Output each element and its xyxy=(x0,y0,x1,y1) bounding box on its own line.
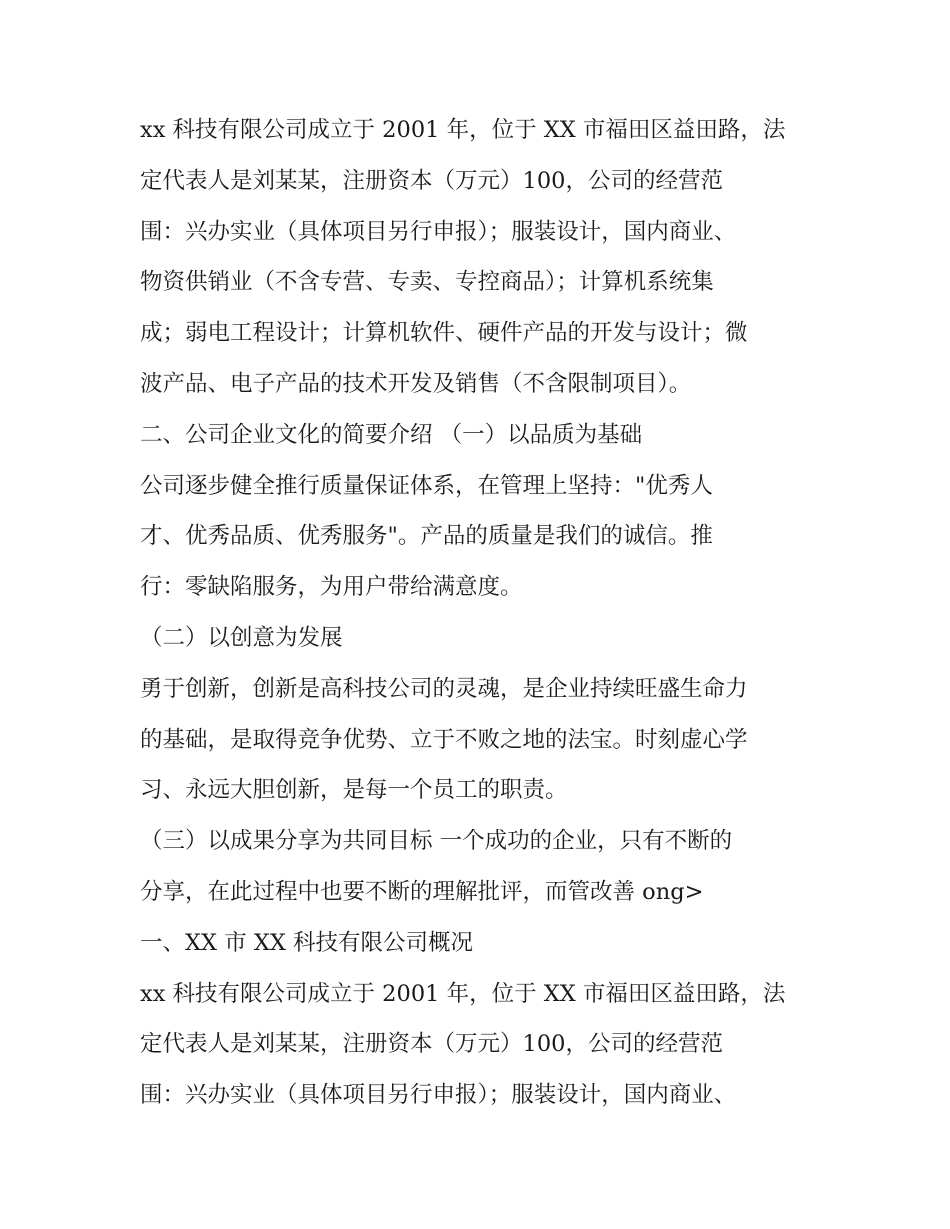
text-line: 定代表人是刘某某，注册资本（万元）100，公司的经营范 xyxy=(140,1031,723,1058)
text-line: 围：兴办实业（具体项目另行申报）；服装设计，国内商业、 xyxy=(140,1082,737,1109)
text-line: 勇于创新，创新是高科技公司的灵魂，是企业持续旺盛生命力 xyxy=(140,675,748,702)
text-line: 才、优秀品质、优秀服务"。产品的质量是我们的诚信。推 xyxy=(140,523,713,550)
text-line: 的基础，是取得竞争优势、立于不败之地的法宝。时刻虚心学 xyxy=(140,726,748,753)
subsection-heading: （二）以创意为发展 xyxy=(140,624,343,651)
text-line: （三）以成果分享为共同目标 一个成功的企业，只有不断的 xyxy=(140,828,733,855)
text-line: 分享，在此过程中也要不断的理解批评，而管改善 ong> xyxy=(140,878,704,905)
text-line: 围：兴办实业（具体项目另行申报）；服装设计，国内商业、 xyxy=(140,218,737,245)
text-line: xx 科技有限公司成立于 2001 年，位于 XX 市福田区益田路，法 xyxy=(140,980,786,1007)
text-line: 定代表人是刘某某，注册资本（万元）100，公司的经营范 xyxy=(140,167,723,194)
text-line: 行：零缺陷服务，为用户带给满意度。 xyxy=(140,574,523,601)
section-heading: 二、公司企业文化的简要介绍 （一）以品质为基础 xyxy=(140,421,643,448)
text-line: 成；弱电工程设计；计算机软件、硬件产品的开发与设计；微 xyxy=(140,320,748,347)
text-line: 公司逐步健全推行质量保证体系，在管理上坚持："优秀人 xyxy=(140,472,713,499)
text-line: xx 科技有限公司成立于 2001 年，位于 XX 市福田区益田路，法 xyxy=(140,117,786,143)
text-line: 习、永远大胆创新，是每一个员工的职责。 xyxy=(140,777,568,804)
section-heading: 一、XX 市 XX 科技有限公司概况 xyxy=(140,929,474,956)
text-line: 波产品、电子产品的技术开发及销售（不含限制项目）。 xyxy=(140,370,692,397)
text-line: 物资供销业（不含专营、专卖、专控商品）；计算机系统集 xyxy=(140,269,714,296)
document-body xyxy=(140,105,820,1121)
